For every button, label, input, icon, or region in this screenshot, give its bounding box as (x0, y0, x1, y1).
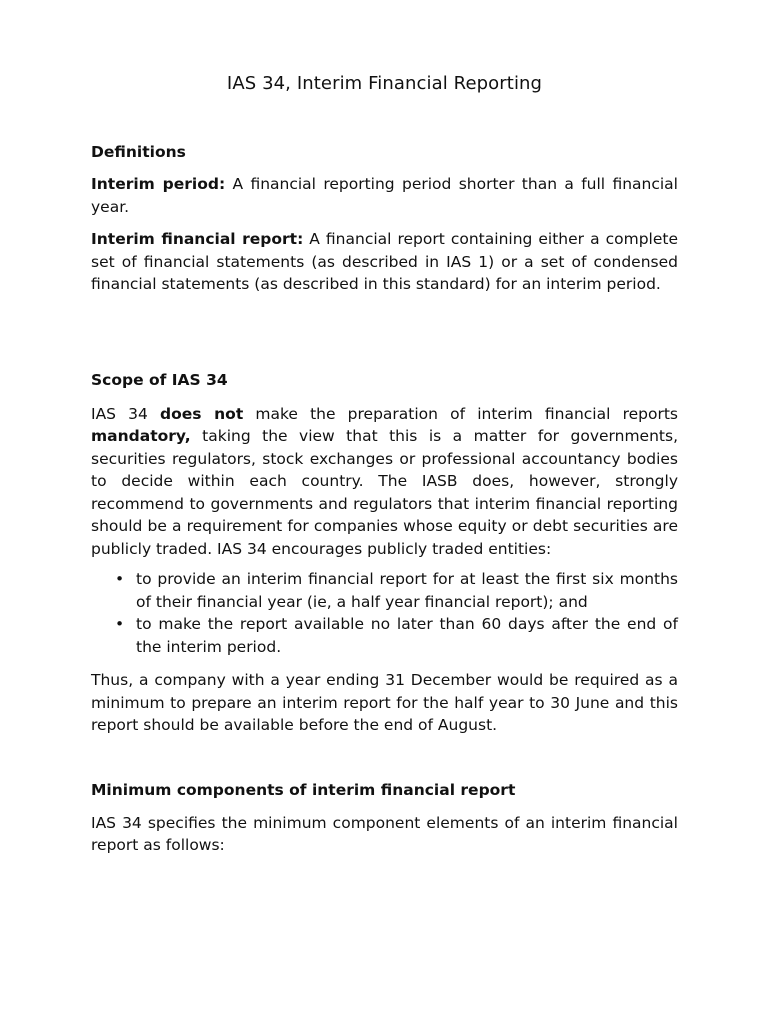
scope-text: IAS 34 (91, 404, 161, 423)
scope-conclusion: Thus, a company with a year ending 31 December would be required as a minimum to prepare an interim report for the half year to 30 June and this report should be available before the end of August. (91, 671, 678, 734)
scope-paragraph (91, 403, 678, 561)
definitions-heading: Definitions (91, 143, 186, 161)
scope-bullet-list (91, 568, 678, 658)
scope-emphasis: does not (160, 404, 244, 423)
scope-text: make the preparation of interim financial reports (243, 404, 678, 423)
bullet-icon: • (115, 570, 125, 588)
definition-interim-period (91, 173, 678, 218)
definition-term: Interim period: (91, 175, 226, 193)
components-heading: Minimum components of interim financial report (91, 780, 516, 799)
bullet-item (91, 568, 678, 613)
definition-interim-financial-report (91, 228, 678, 296)
components-paragraph: IAS 34 specifies the minimum component elements of an interim financial report as follows: (91, 813, 678, 854)
document-body (91, 72, 678, 857)
definition-term: Interim financial report: (91, 230, 304, 248)
scope-text: taking the view that this is a matter for governments, securities regulators, stock exchanges or professional accountancy bodies to decide within each country. The IASB does, however, strongly recommend to governments and regulators that interim financial reporting should be a requirement for companies whose equity or debt securities are publicly traded. IAS 34 encourages publicly traded entities: (91, 427, 678, 558)
document-title: IAS 34, Interim Financial Reporting (226, 73, 543, 94)
bullet-item (91, 613, 678, 658)
bullet-text: to make the report available no later than 60 days after the end of the interim period. (136, 615, 678, 656)
definition-text: A financial report containing either a complete set of financial statements (as described in IAS 1) or a set of condensed financial statements (as described in this standard) for an interim period. (91, 230, 678, 293)
scope-emphasis: mandatory, (91, 427, 191, 445)
bullet-text: to provide an interim financial report for at least the first six months of their financial year (ie, a half year financial report); and (136, 570, 678, 611)
definition-text: A financial reporting period shorter than a full financial year. (91, 175, 678, 216)
bullet-icon: • (115, 615, 125, 633)
scope-heading: Scope of IAS 34 (91, 370, 228, 389)
